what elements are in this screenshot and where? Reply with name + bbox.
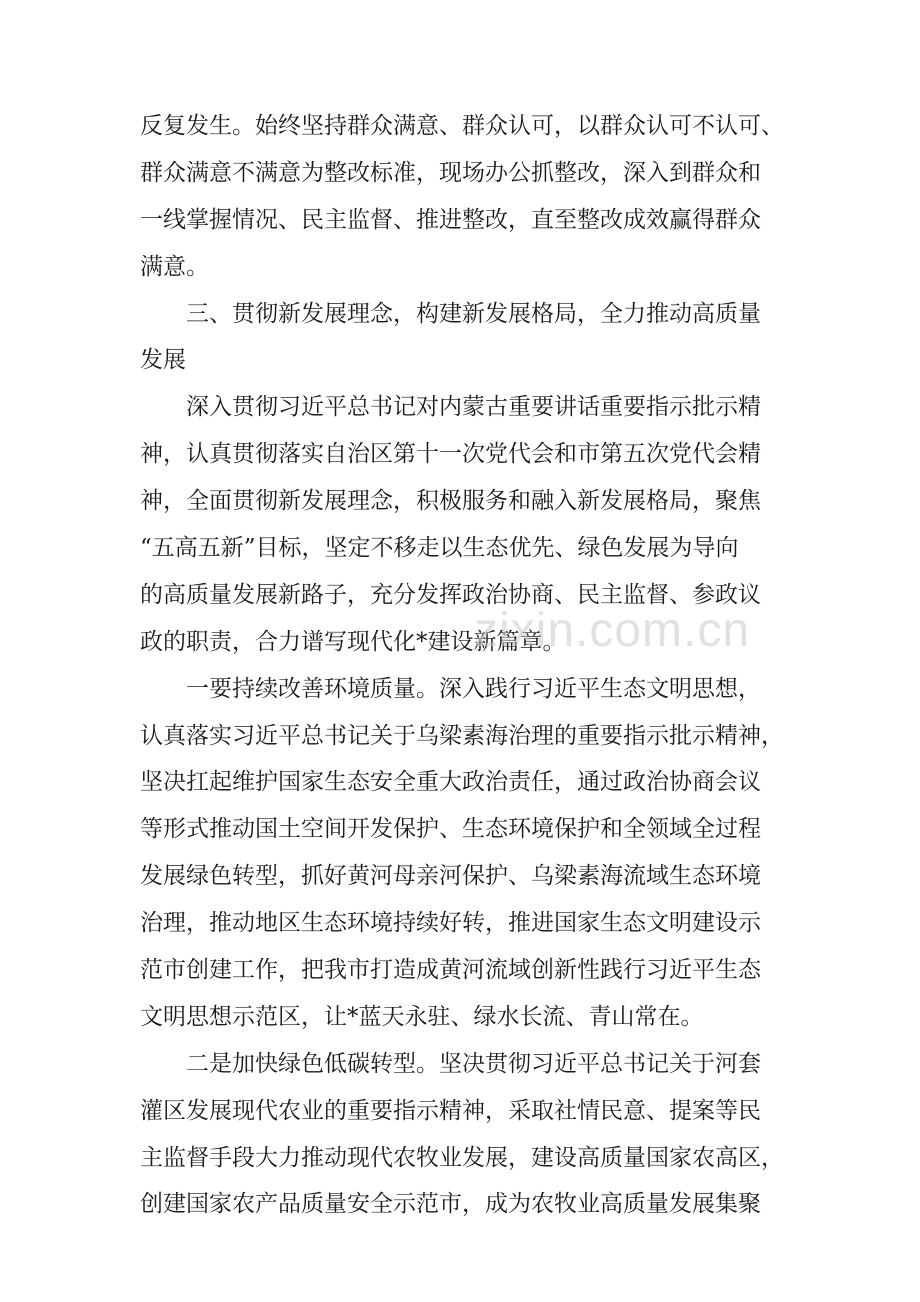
paragraph-line: 的高质量发展新路子，充分发挥政治协商、民主监督、参政议 <box>140 581 761 608</box>
paragraph-line: 认真落实习近平总书记关于乌梁素海治理的重要指示批示精神， <box>140 722 784 749</box>
section-heading-line: 三、贯彻新发展理念，构建新发展格局，全力推动高质量 <box>186 300 761 327</box>
paragraph-line: 二是加快绿色低碳转型。坚决贯彻习近平总书记关于河套 <box>186 1050 761 1077</box>
site-watermark: zixin.com.cn <box>474 604 751 657</box>
paragraph-line: 坚决扛起维护国家生态安全重大政治责任，通过政治协商会议 <box>140 769 761 796</box>
paragraph-line: 群众满意不满意为整改标准，现场办公抓整改，深入到群众和 <box>140 159 761 186</box>
paragraph-line: 满意。 <box>140 253 209 280</box>
paragraph-line: 神，全面贯彻新发展理念，积极服务和融入新发展格局，聚焦 <box>140 488 761 515</box>
paragraph-line: 主监督手段大力推动现代农牧业发展，建设高质量国家农高区， <box>140 1144 784 1171</box>
paragraph-line: 政的职责，合力谱写现代化*建设新篇章。 <box>140 628 566 655</box>
paragraph-line: 文明思想示范区，让*蓝天永驻、绿水长流、青山常在。 <box>140 1003 704 1030</box>
paragraph-line: 一要持续改善环境质量。深入践行习近平生态文明思想， <box>186 675 761 702</box>
paragraph-line: 神，认真贯彻落实自治区第十一次党代会和市第五次党代会精 <box>140 441 761 468</box>
paragraph-line: 灌区发展现代农业的重要指示精神，采取社情民意、提案等民 <box>140 1097 761 1124</box>
paragraph-line: 深入贯彻习近平总书记对内蒙古重要讲话重要指示批示精 <box>186 394 761 421</box>
paragraph-line: “五高五新”目标，坚定不移走以生态优先、绿色发展为导向 <box>140 535 739 562</box>
paragraph-line: 治理，推动地区生态环境持续好转，推进国家生态文明建设示 <box>140 910 761 937</box>
paragraph-line: 反复发生。始终坚持群众满意、群众认可，以群众认可不认可、 <box>140 113 784 139</box>
paragraph-line: 发展绿色转型，抓好黄河母亲河保护、乌梁素海流域生态环境 <box>140 863 761 890</box>
paragraph-line: 一线掌握情况、民主监督、推进整改，直至整改成效赢得群众 <box>140 206 761 233</box>
paragraph-line: 创建国家农产品质量安全示范市，成为农牧业高质量发展集聚 <box>140 1191 761 1218</box>
paragraph-line: 范市创建工作，把我市打造成黄河流域创新性践行习近平生态 <box>140 957 761 984</box>
section-heading-line: 发展 <box>140 347 186 374</box>
document-body <box>140 103 790 1228</box>
paragraph-line: 等形式推动国土空间开发保护、生态环境保护和全领域全过程 <box>140 816 761 843</box>
